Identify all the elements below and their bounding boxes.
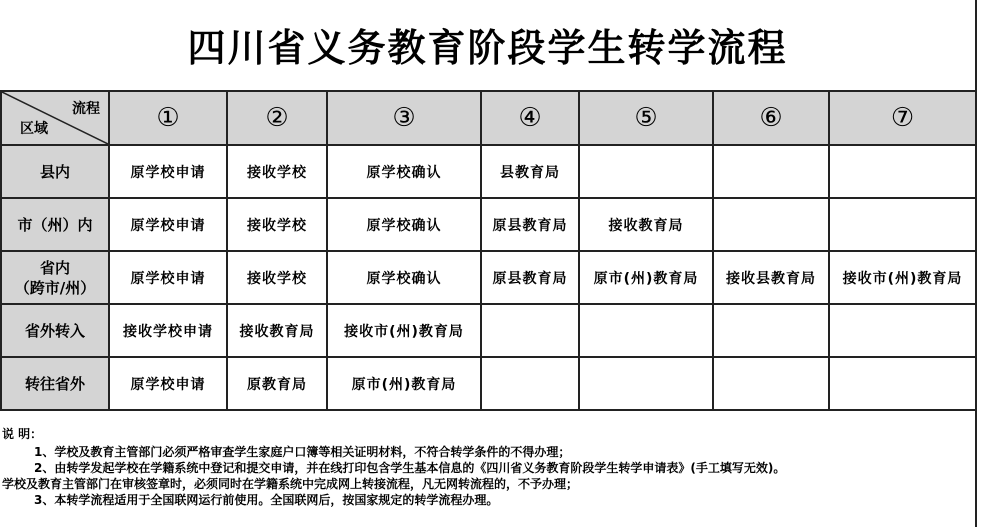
table-cell: 原学校确认 (327, 145, 481, 198)
table-cell (579, 304, 713, 357)
table-cell: 县教育局 (481, 145, 579, 198)
transfer-flow-table (0, 90, 977, 411)
step-header: ④ (481, 91, 579, 145)
step-header: ⑦ (829, 91, 976, 145)
table-cell (829, 357, 976, 410)
table-cell: 原学校确认 (327, 198, 481, 251)
corner-cell (1, 91, 109, 145)
table-cell: 原学校申请 (109, 145, 227, 198)
step-header: ③ (327, 91, 481, 145)
table-cell: 原学校确认 (327, 251, 481, 304)
note-2-continued: 学校及教育主管部门在审核签章时，必须同时在学籍系统中完成网上转接流程，凡无网转流程的，不予办理； (2, 477, 579, 491)
table-cell (481, 304, 579, 357)
table-row (1, 198, 976, 251)
table-cell: 接收县教育局 (713, 251, 829, 304)
table-cell: 接收市(州)教育局 (327, 304, 481, 357)
row-label: 市（州）内 (1, 198, 109, 251)
table-row (1, 304, 976, 357)
table-cell (579, 145, 713, 198)
header-row (1, 91, 976, 145)
table-cell: 原县教育局 (481, 251, 579, 304)
table-cell (713, 145, 829, 198)
table-cell: 原学校申请 (109, 251, 227, 304)
table-cell (481, 357, 579, 410)
row-label: 县内 (1, 145, 109, 198)
table-cell: 接收教育局 (227, 304, 327, 357)
corner-label-flow: 流程 (72, 101, 100, 117)
table-cell (713, 304, 829, 357)
table-row (1, 145, 976, 198)
row-label: 转往省外 (1, 357, 109, 410)
table-cell: 原县教育局 (481, 198, 579, 251)
table-cell (829, 198, 976, 251)
step-header: ⑥ (713, 91, 829, 145)
table-cell: 接收学校 (227, 145, 327, 198)
table-cell (829, 304, 976, 357)
step-header: ① (109, 91, 227, 145)
table-cell: 原市(州)教育局 (327, 357, 481, 410)
table-cell: 接收教育局 (579, 198, 713, 251)
table-cell (579, 357, 713, 410)
table-cell: 原学校申请 (109, 198, 227, 251)
table-row (1, 357, 976, 410)
row-label: 省外转入 (1, 304, 109, 357)
note-3: 3、本转学流程适用于全国联网运行前使用。全国联网后，按国家规定的转学流程办理。 (34, 493, 499, 507)
notes-section (0, 418, 975, 523)
table-cell: 接收市(州)教育局 (829, 251, 976, 304)
table-cell (713, 357, 829, 410)
table-cell (829, 145, 976, 198)
table-cell: 接收学校申请 (109, 304, 227, 357)
table-cell (713, 198, 829, 251)
table-cell: 原教育局 (227, 357, 327, 410)
page-title: 四川省义务教育阶段学生转学流程 (187, 25, 788, 70)
note-1: 1、学校及教育主管部门必须严格审查学生家庭户口簿等相关证明材料，不符合转学条件的不得办理； (34, 445, 571, 459)
step-header: ② (227, 91, 327, 145)
notes-label: 说 明： (2, 427, 43, 441)
corner-label-region: 区域 (20, 121, 48, 137)
note-2: 2、由转学发起学校在学籍系统中登记和提交申请，并在线打印包含学生基本信息的《四川省义务教育阶段学生转学申请表》(手工填写无效)。 (34, 461, 786, 475)
table-cell: 原学校申请 (109, 357, 227, 410)
table-cell: 原市(州)教育局 (579, 251, 713, 304)
step-header: ⑤ (579, 91, 713, 145)
table-row (1, 251, 976, 304)
row-label: 省内 （跨市/州） (1, 251, 109, 304)
table-cell: 接收学校 (227, 198, 327, 251)
table-cell: 接收学校 (227, 251, 327, 304)
